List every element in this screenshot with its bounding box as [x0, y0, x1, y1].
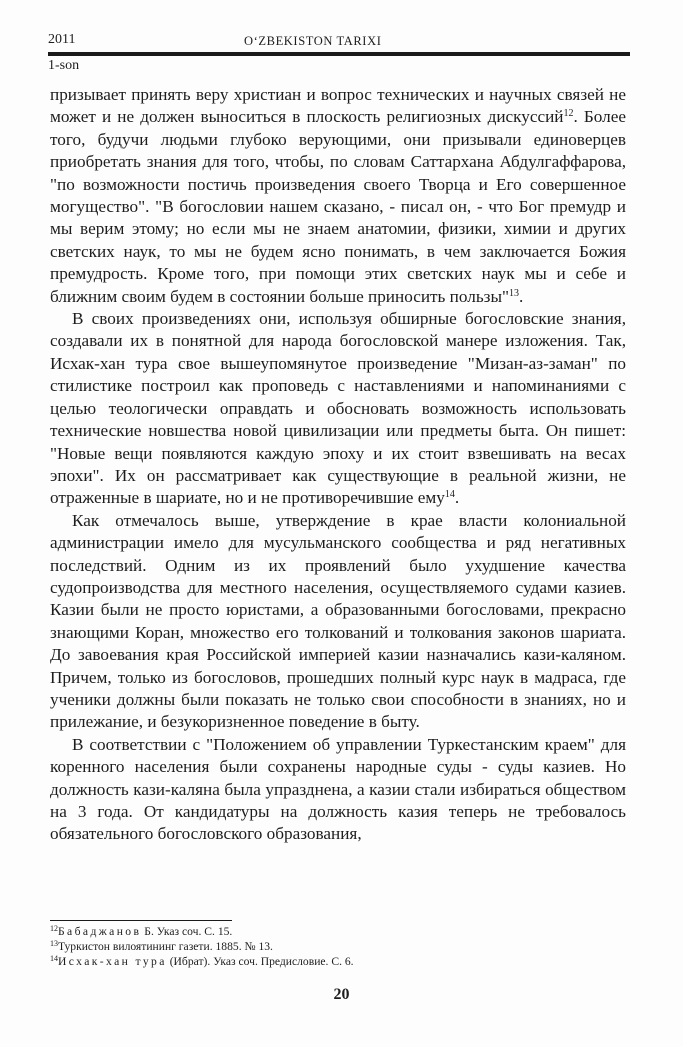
paragraph-text: Как отмечалось выше, утверждение в крае власти колониальной администрации имело для мусульманского сообщества и ряд негативных последствий. Одним из их проявлений было ухудшение качества судопроизводства для местного населения, осуществляемого судами казиев. Казии были не просто юристами, а образованными богословами, прекрасно знающими Коран, множество его толкований и толкования законов шариата. До завоевания края Российской империей казии назначались кази-каляном. Причем, только из богословов, прошедших полный курс наук в мадраса, где ученики должны были показать не только свои способности в знаниях, но и прилежание, и безукоризненное поведение в быту. — [50, 510, 626, 732]
header-year: 2011 — [48, 32, 76, 47]
header-journal-title: O‘ZBEKISTON TARIXI — [244, 34, 382, 48]
paragraph-text: В своих произведениях они, используя обширные богословские знания, создавали их в понятной для народа богословской манере изложения. Так, Исхак-хан тура свое вышеупомянутое произведение "Мизан-аз-заман" по стилистике построил как проповедь с наставлениями и напоминаниями с целью теологически оправдать и обосновать возможность использовать технические новшества новой цивилизации или предметы быта. Он пишет: "Новые вещи появляются каждую эпоху и их стоит взвешивать на весах эпохи". Их он рассматривает как существующие в реальной жизни, не отраженные в шариате, но и не противоречившие ему — [50, 309, 626, 508]
paragraph — [50, 510, 626, 734]
paragraph-text: В соответствии с "Положением об управлении Туркестанским краем" для коренного населения были сохранены народные суды - суды казиев. Но должность кази-каляна была упразднена, а казии стали избираться обществом на 3 года. От кандидатуры на должность казия теперь не требовалось обязательного богословского образования, — [50, 734, 626, 844]
footnote-reference: 13 — [509, 287, 520, 299]
footnote-number: 12 — [50, 924, 58, 933]
footnote-separator — [50, 920, 232, 921]
footnote-text: Б. Указ соч. С. 15. — [141, 925, 233, 938]
running-header — [48, 32, 630, 62]
footnotes — [50, 924, 626, 969]
footnote-author: Исхак-хан тура — [58, 955, 167, 968]
paragraph-text: . — [519, 286, 524, 306]
footnote-number: 14 — [50, 954, 58, 963]
header-issue: 1-son — [48, 58, 80, 73]
paragraph-text: . — [454, 488, 460, 508]
paragraph — [50, 308, 626, 510]
paragraph-text: . Более того, будучи людьми глубоко верующими, они призывали единоверцев приобретать знания для того, чтобы, по словам Саттархана Абдулгаффарова, "по возможности постичь произведения своего Творца и Его совершенное могущество". "В богословии нашем сказано, - писал он, - что Бог премудр и мы верим этому; но если мы не знаем анатомии, физики, химии и других светских наук, то мы не будем ясно понимать, в чем заключается Божия премудрость. Кроме того, при помощи этих светских наук мы и себе и ближним своим будем в состоянии больше приносить пользы" — [50, 107, 626, 306]
paragraph — [50, 734, 626, 846]
footnote-reference: 12 — [563, 108, 574, 120]
paragraph — [50, 84, 626, 308]
footnote-text: (Ибрат). Указ соч. Предисловие. С. 6. — [166, 955, 354, 968]
footnote — [50, 954, 626, 969]
page-number: 20 — [333, 986, 350, 1003]
footnote-text: Туркистон вилоятининг газети. 1885. № 13. — [58, 940, 273, 953]
footnote — [50, 924, 626, 939]
header-rule — [48, 52, 630, 56]
paragraph-text: призывает принять веру христиан и вопрос технических и научных связей не может и не должен выноситься в плоскость религиозных дискуссий — [50, 85, 626, 127]
footnote — [50, 939, 626, 954]
footnote-author: Бабаджанов — [58, 925, 142, 938]
footnote-number: 13 — [50, 939, 58, 948]
body-text — [50, 84, 626, 846]
footnote-reference: 14 — [444, 489, 455, 501]
